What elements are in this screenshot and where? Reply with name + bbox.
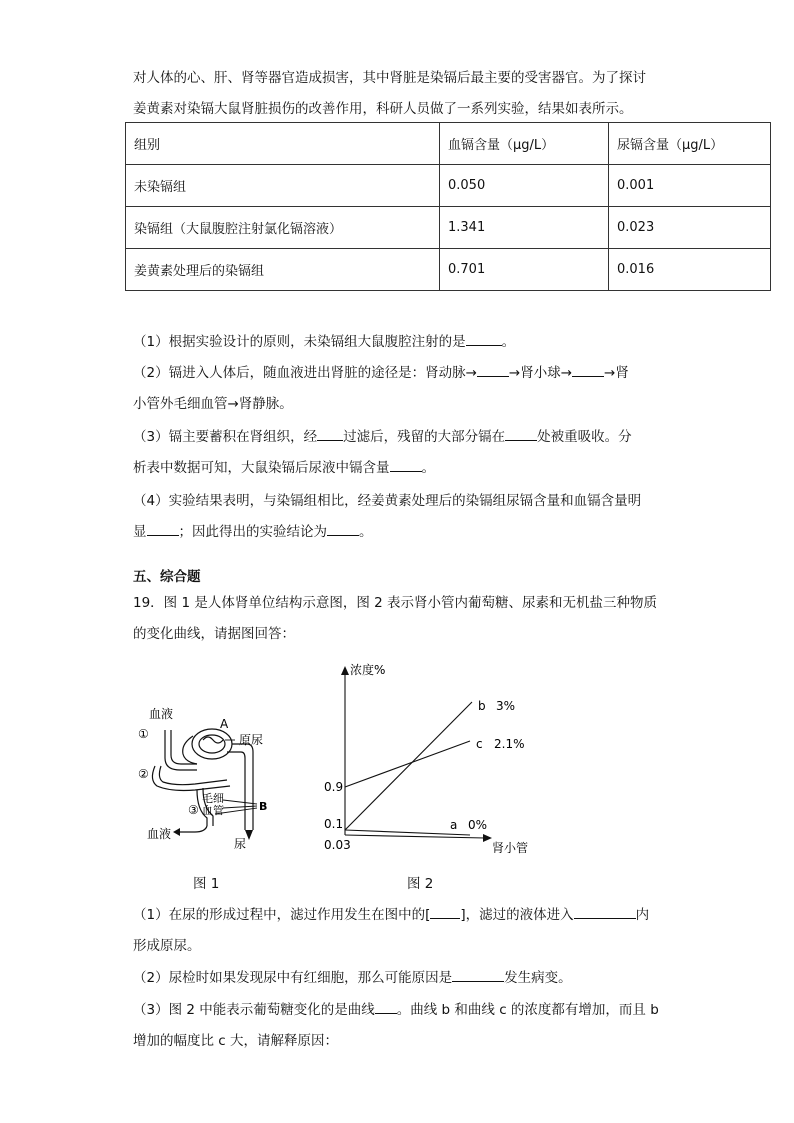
q19-2 bbox=[133, 966, 572, 986]
section-heading: 五、综合题 bbox=[133, 569, 201, 585]
label-B: B bbox=[259, 800, 268, 813]
y-tick-label: 0.9 bbox=[324, 780, 344, 794]
answer-blank[interactable] bbox=[390, 457, 422, 472]
q18-3-end: 处被重吸收。分 bbox=[537, 429, 632, 445]
y-tick-label: 0.1 bbox=[324, 817, 344, 831]
table-cell: 0.023 bbox=[609, 207, 771, 249]
q19-3 bbox=[133, 998, 659, 1018]
table-cell: 0.701 bbox=[440, 249, 609, 291]
concentration-chart bbox=[320, 660, 550, 860]
table-cell: 未染镉组 bbox=[126, 165, 440, 207]
table-cell: 姜黄素处理后的染镉组 bbox=[126, 249, 440, 291]
label-urine: 尿 bbox=[234, 837, 247, 851]
q18-3-text2: 析表中数据可知，大鼠染镉后尿液中镉含量 bbox=[133, 460, 390, 476]
label-circle-1: ① bbox=[138, 727, 149, 741]
q19-1-text: （1）在尿的形成过程中，滤过作用发生在图中的[ bbox=[133, 907, 431, 923]
q18-4-mid: ；因此得出的实验结论为 bbox=[178, 524, 327, 540]
intro-line-1: 对人体的心、肝、肾等器官造成损害，其中肾脏是染镉后最主要的受害器官。为了探讨 bbox=[133, 70, 646, 86]
header-group: 组别 bbox=[126, 123, 440, 165]
q18-3-text: （3）镉主要蓄积在肾组织，经 bbox=[133, 429, 318, 445]
q18-1-text: （1）根据实验设计的原则，未染镉组大鼠腹腔注射的是 bbox=[133, 334, 466, 350]
y-axis-arrow bbox=[341, 666, 349, 675]
label-capillary-top: 毛细 bbox=[202, 792, 224, 805]
answer-blank[interactable] bbox=[477, 362, 509, 377]
answer-blank[interactable] bbox=[505, 426, 537, 441]
table-cell: 0.050 bbox=[440, 165, 609, 207]
answer-blank[interactable] bbox=[430, 904, 460, 919]
table-row bbox=[126, 207, 771, 249]
q18-2-end: →肾 bbox=[604, 365, 629, 381]
label-circle-3: ③ bbox=[188, 803, 199, 817]
q19-1-mid: ]，滤过的液体进入 bbox=[460, 907, 574, 923]
answer-blank[interactable] bbox=[452, 967, 504, 982]
series-name-label: a bbox=[450, 818, 458, 832]
q18-2-text: （2）镉进入人体后，随血液进出肾脏的途径是：肾动脉→ bbox=[133, 365, 477, 381]
results-table bbox=[125, 122, 771, 291]
q18-2 bbox=[133, 361, 629, 381]
q18-1-end: 。 bbox=[501, 334, 516, 350]
header-urine-cd: 尿镉含量（μg/L） bbox=[609, 123, 771, 165]
figure-2-caption: 图 2 bbox=[407, 876, 434, 892]
series-name-label: c bbox=[476, 737, 483, 751]
series-line-c bbox=[345, 741, 470, 787]
table-cell: 0.001 bbox=[609, 165, 771, 207]
label-blood-in: 血液 bbox=[149, 707, 174, 721]
y-axis-label: 浓度% bbox=[350, 663, 386, 677]
q18-4-end: 。 bbox=[359, 524, 373, 540]
x-axis-label: 肾小管 bbox=[492, 841, 529, 855]
header-blood-cd: 血镉含量（μg/L） bbox=[440, 123, 609, 165]
q18-3-end2: 。 bbox=[421, 460, 435, 476]
table-cell: 1.341 bbox=[440, 207, 609, 249]
series-value-label: 0% bbox=[468, 818, 488, 832]
y-tick-label: 0.03 bbox=[324, 838, 351, 852]
series-value-label: 2.1% bbox=[494, 737, 525, 751]
q18-2-mid: →肾小球→ bbox=[508, 365, 573, 381]
table-cell: 0.016 bbox=[609, 249, 771, 291]
table-row bbox=[126, 249, 771, 291]
table-row bbox=[126, 165, 771, 207]
q18-3 bbox=[133, 425, 632, 445]
table-cell: 染镉组（大鼠腹腔注射氯化镉溶液） bbox=[126, 207, 440, 249]
q19-1-cont: 形成原尿。 bbox=[133, 938, 201, 954]
q19-3-cont: 增加的幅度比 c 大，请解释原因： bbox=[133, 1033, 339, 1049]
answer-blank[interactable] bbox=[375, 999, 397, 1014]
table-header-row bbox=[126, 123, 771, 165]
label-blood-out: 血液 bbox=[147, 827, 172, 841]
label-capillary-bottom: 血管 bbox=[202, 804, 224, 817]
q18-2-cont: 小管外毛细血管→肾静脉。 bbox=[133, 396, 293, 412]
q18-3-cont bbox=[133, 456, 435, 476]
q18-4: （4）实验结果表明，与染镉组相比，经姜黄素处理后的染镉组尿镉含量和血镉含量明 bbox=[133, 493, 642, 509]
label-A: A bbox=[220, 717, 229, 731]
answer-blank[interactable] bbox=[466, 331, 502, 346]
answer-blank[interactable] bbox=[327, 521, 359, 536]
answer-blank[interactable] bbox=[574, 904, 636, 919]
q19-line-2: 的变化曲线，请据图回答： bbox=[133, 626, 295, 642]
x-axis bbox=[345, 835, 485, 838]
answer-blank[interactable] bbox=[147, 521, 179, 536]
answer-blank[interactable] bbox=[317, 426, 343, 441]
q19-2-text: （2）尿检时如果发现尿中有红细胞，那么可能原因是 bbox=[133, 970, 453, 986]
q18-3-mid: 过滤后，残留的大部分镉在 bbox=[343, 429, 506, 445]
intro-line-2: 姜黄素对染镉大鼠肾脏损伤的改善作用，科研人员做了一系列实验，结果如表所示。 bbox=[133, 101, 633, 117]
label-circle-2: ② bbox=[138, 767, 149, 781]
q19-3-text: （3）图 2 中能表示葡萄糖变化的是曲线 bbox=[133, 1002, 375, 1018]
q18-4-text: 显 bbox=[133, 524, 147, 540]
q19-1 bbox=[133, 903, 649, 923]
q19-2-end: 发生病变。 bbox=[504, 970, 572, 986]
x-axis-arrow bbox=[483, 834, 492, 842]
q18-1 bbox=[133, 330, 515, 350]
answer-blank[interactable] bbox=[572, 362, 604, 377]
series-line-b bbox=[345, 702, 472, 830]
q19-1-end: 内 bbox=[635, 907, 650, 923]
series-name-label: b bbox=[478, 699, 486, 713]
nephron-diagram bbox=[135, 700, 285, 860]
series-value-label: 3% bbox=[496, 699, 516, 713]
q19-3-mid: 。曲线 b 和曲线 c 的浓度都有增加，而且 b bbox=[396, 1002, 659, 1018]
label-primary-urine: 原尿 bbox=[239, 733, 264, 747]
q19-line-1: 19．图 1 是人体肾单位结构示意图，图 2 表示肾小管内葡萄糖、尿素和无机盐三种物质 bbox=[133, 595, 658, 611]
q18-4-cont bbox=[133, 520, 373, 540]
figure-1-caption: 图 1 bbox=[193, 876, 220, 892]
